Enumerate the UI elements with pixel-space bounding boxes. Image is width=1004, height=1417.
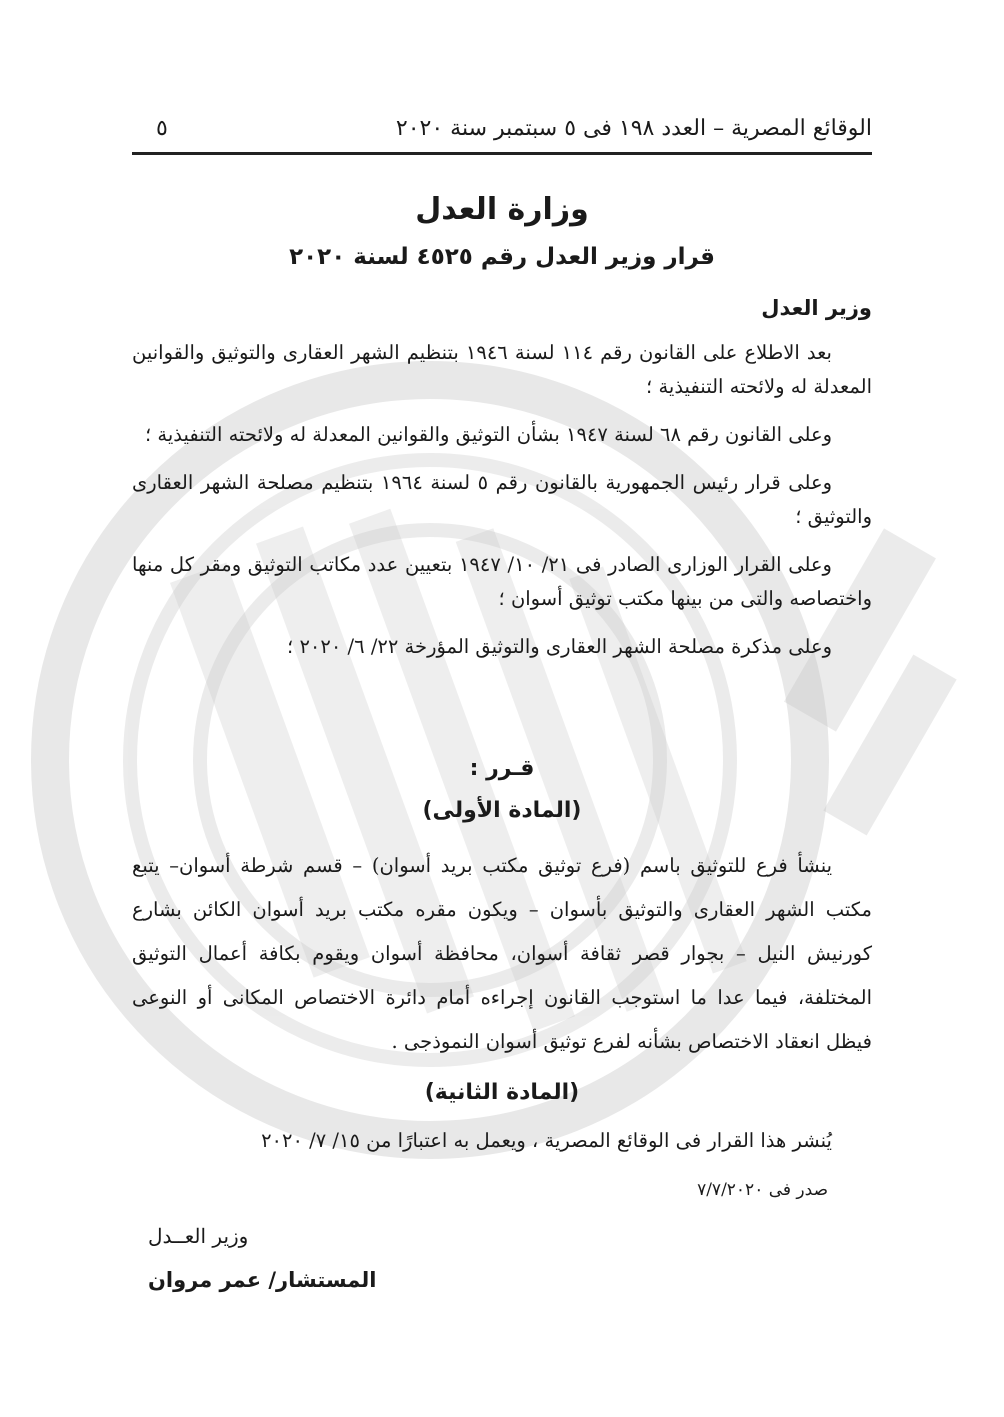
article-2-title: (المادة الثانية) (424, 1080, 580, 1105)
page-header (132, 112, 872, 155)
signature-name: المستشار/ عمر مروان (148, 1268, 377, 1292)
preamble-paragraph: وعلى مذكرة مصلحة الشهر العقارى والتوثيق المؤرخة ٢٢/ ٦/ ٢٠٢٠ ؛ (287, 635, 832, 658)
article-1-body (132, 844, 872, 1078)
running-title: الوقائع المصرية – العدد ١٩٨ فى ٥ سبتمبر سنة ٢٠٢٠ (395, 116, 872, 141)
decree-title: قرار وزير العدل رقم ٤٥٢٥ لسنة ٢٠٢٠ (289, 244, 715, 270)
issuer-heading: وزير العدل (761, 296, 872, 320)
article-2-body (132, 1124, 872, 1172)
signature-role: وزير العــدل (148, 1224, 249, 1248)
preamble-paragraph: وعلى قرار رئيس الجمهورية بالقانون رقم ٥ لسنة ١٩٦٤ بتنظيم مصلحة الشهر العقارى والتوثيق ؛ (132, 471, 872, 528)
issue-date: صدر فى ٧/٧/٢٠٢٠ (697, 1180, 828, 1200)
decided-heading: قـرر : (469, 756, 535, 781)
article-1-text: ينشأ فرع للتوثيق باسم (فرع توثيق مكتب بريد أسوان) – قسم شرطة أسوان– يتبع مكتب الشهر العقارى والتوثيق بأسوان – ويكون مقره مكتب بريد أسوان الكائن بشارع كورنيش النيل – بجوار قصر ثقافة أسوان، محافظة أسوان ويقوم بكافة أعمال التوثيق المختلفة، فيما عدا ما استوجب القانون إجراءه أمام دائرة الاختصاص المكانى أو النوعى فيظل انعقاد الاختصاص بشأنه لفرع توثيق أسوان النموذجى . (132, 854, 872, 1053)
preamble-paragraph: وعلى القرار الوزارى الصادر فى ٢١/ ١٠/ ١٩٤٧ بتعيين عدد مكاتب التوثيق ومقر كل منها واختصاصه والتى من بينها مكتب توثيق أسوان ؛ (132, 553, 872, 610)
preamble (132, 336, 872, 678)
preamble-paragraph: بعد الاطلاع على القانون رقم ١١٤ لسنة ١٩٤٦ بتنظيم الشهر العقارى والتوثيق والقوانين المعدلة له ولائحته التنفيذية ؛ (132, 341, 872, 398)
ministry-heading: وزارة العدل (415, 192, 589, 227)
article-2-text: يُنشر هذا القرار فى الوقائع المصرية ، ويعمل به اعتبارًا من ١٥/ ٧/ ٢٠٢٠ (261, 1129, 832, 1152)
page-number: ٥ (156, 116, 168, 141)
preamble-paragraph: وعلى القانون رقم ٦٨ لسنة ١٩٤٧ بشأن التوثيق والقوانين المعدلة له ولائحته التنفيذية ؛ (144, 423, 832, 446)
article-1-title: (المادة الأولى) (422, 798, 582, 823)
